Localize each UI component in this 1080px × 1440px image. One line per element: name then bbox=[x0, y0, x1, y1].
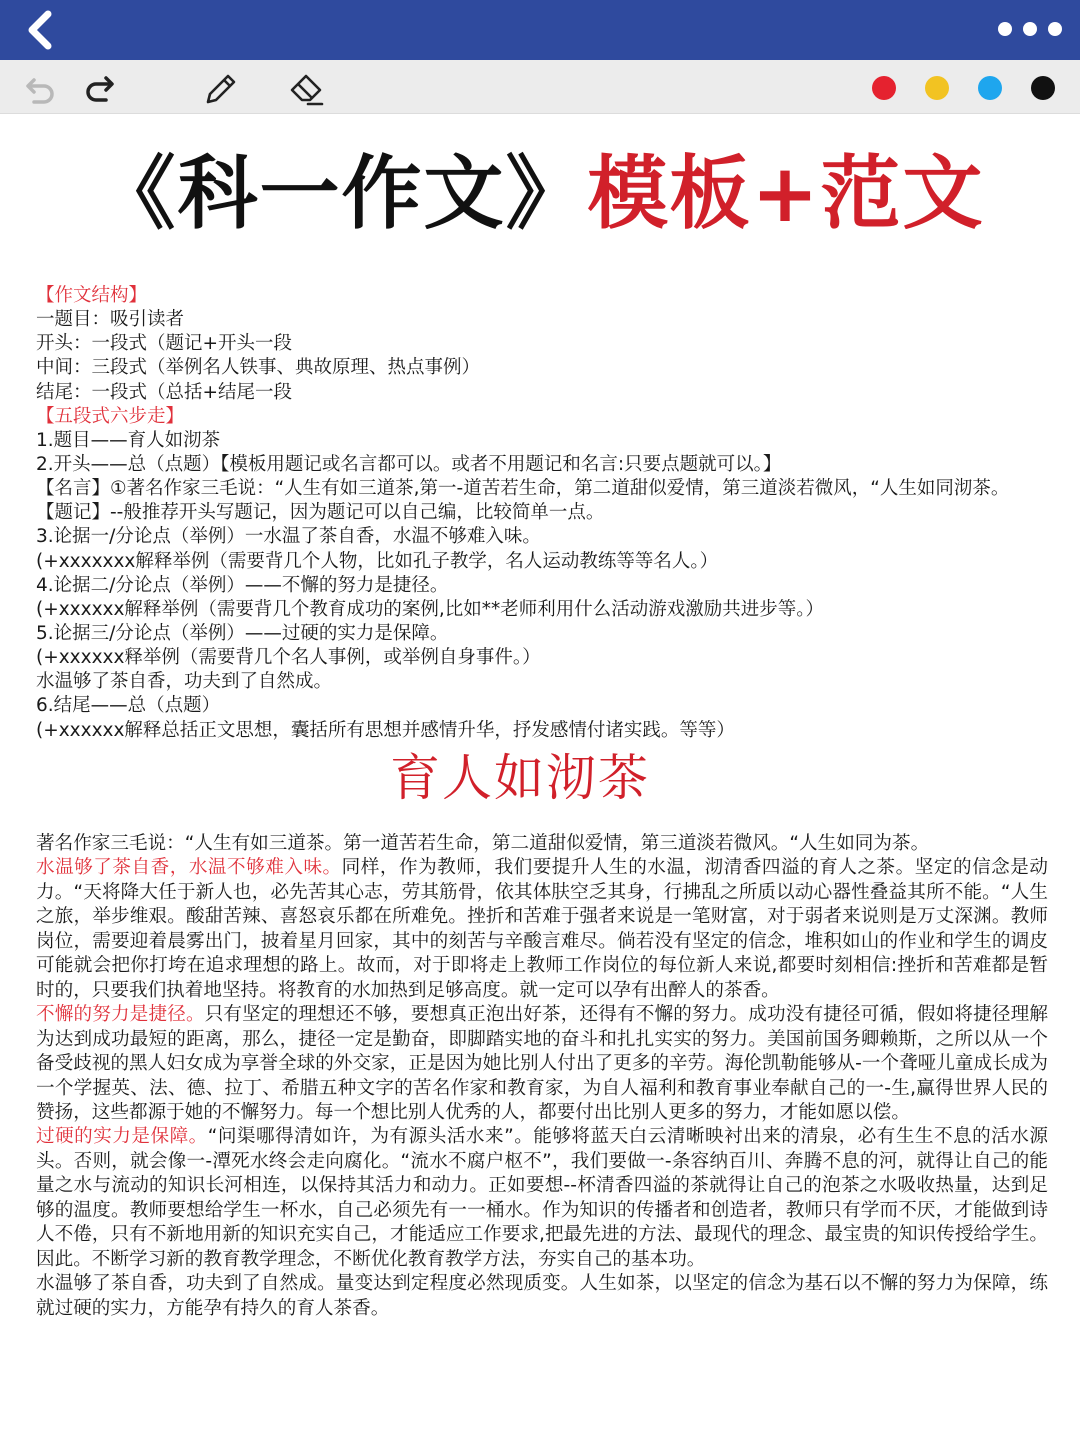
outline-section bbox=[36, 284, 1076, 743]
eraser-icon bbox=[286, 68, 326, 108]
essay-paragraph bbox=[36, 1272, 1048, 1321]
outline-line: 水温够了茶自香，功夫到了自然成。 bbox=[36, 671, 333, 693]
color-swatch-yellow[interactable] bbox=[925, 76, 949, 100]
more-dots-icon bbox=[1048, 22, 1062, 36]
back-button[interactable] bbox=[18, 8, 62, 52]
essay-paragraph bbox=[36, 832, 1048, 856]
outline-line: (+xxxxxx释举例（需要背几个名人事例，或举例自身事件。） bbox=[36, 647, 541, 669]
paragraph-text: 只有坚定的理想还不够，要想真正泡出好茶，还得有不懈的努力。成功没有捷径可循，假如将捷径理解为达到成功最短的距离，那么，捷径一定是勤奋，即脚踏实地的奋斗和扎扎实实的努力。美国前国务卿赖斯，之所以从一个备受歧视的黑人妇女成为享誉全球的外交家，正是因为她比别人付出了更多的辛劳。海伦凯勒能够从-一个聋哑儿童成长成为一个学握英、法、德、拉丁、希腊五种文字的苦名作家和教育家，为自人福利和教育事业奉献自己的一-生,赢得世界人民的赞扬，这些都源于她的不懈努力。每一个想比别人优秀的人，都要付出比别人更多的努力，才能如愿以偿。 bbox=[36, 1004, 1048, 1123]
outline-line: 4.论据二/分论点（举例）——不懈的努力是捷径。 bbox=[36, 574, 449, 596]
pencil-icon bbox=[200, 68, 240, 108]
paragraph-lead: 不懈的努力是捷径。 bbox=[36, 1004, 205, 1026]
outline-line: (+xxxxxxx解释举例（需要背几个人物，比如孔子教学，名人运动教练等等名人。） bbox=[36, 550, 719, 572]
outline-line: 5.论据三/分论点（举例）——过硬的实力是保障。 bbox=[36, 622, 449, 644]
color-swatch-black[interactable] bbox=[1031, 76, 1055, 100]
essay-body bbox=[36, 832, 1048, 1321]
outline-line: 中间：三段式（举例名人铁事、典故原理、热点事例） bbox=[36, 357, 481, 379]
outline-line: 【名言】①著名作家三毛说：“人生有如三道茶,第一-道苦若生命，第二道甜似爱情，第三道淡若微风，“人生如同沏茶。 bbox=[36, 478, 1010, 500]
redo-button[interactable] bbox=[80, 68, 120, 108]
page-title bbox=[0, 148, 1080, 240]
paragraph-text: 同样，作为教师，我们要提升人生的水温，沏清香四溢的育人之茶。坚定的信念是动力。“天将降大任于新人也，必先苦其心志，劳其筋骨，依其体肤空乏其身，行拂乱之所质以动心器性叠益其所不能。“人生之旅，举步维艰。酸甜苦辣、喜怒哀乐都在所难免。挫折和苦难于强者来说是一笔财富，对于弱者来说则是万丈深渊。教师岗位，需要迎着晨雾出门，披着星月回家，其中的刻苦与辛酸言难尽。倘若没有坚定的信念，堆积如山的作业和学生的调皮可能就会把你打垮在追求理想的路上。故而，对于即将走上教师工作岗位的每位新人来说,都要时刻相信:挫折和苦难都是暂时的，只要我们执着地坚持。将教育的水加热到足够高度。就一定可以孕有出醉人的茶香。 bbox=[36, 857, 1048, 1001]
outline-line: 3.论据一/分论点（举例）一水温了茶自香，水温不够难入味。 bbox=[36, 526, 541, 548]
essay-title: 育人如沏茶 bbox=[390, 749, 650, 807]
title-part-red: 模板+范文 bbox=[587, 147, 985, 240]
essay-paragraph bbox=[36, 1003, 1048, 1125]
paragraph-text: “问渠哪得清如许，为有源头活水来”。能够将蓝天白云清晰映衬出来的清泉，必有生生不息的活水源头。否则，就会像一-潭死水终会走向腐化。“流水不腐户枢不”，我们要做一-条容纳百川、奔腾不息的河，就得让自己的能量之水与流动的知识长河相连，以保持其活力和动力。正如要想--杯清香四溢的茶就得让自己的泡茶之水吸收热量，达到足够的温度。教师要想给学生一杯水，自己必须先有一一桶水。作为知识的传播者和创造者，教师只有学而不厌，才能做到诗人不倦，只有不新地用新的知识充实自己，才能适应工作要求,把最先进的方法、最现代的理念、最宝贵的知识传授给学生。因此。不断学习新的教育教学理念，不断优化教育教学方法，夯实自己的基本功。 bbox=[36, 1126, 1048, 1270]
color-swatch-blue[interactable] bbox=[978, 76, 1002, 100]
more-options-button[interactable] bbox=[998, 14, 1062, 44]
outline-line: 开头：一段式（题记+开头一段 bbox=[36, 333, 293, 355]
outline-line: 6.结尾——总（点题） bbox=[36, 695, 221, 717]
undo-icon bbox=[20, 68, 60, 108]
color-swatch-red[interactable] bbox=[872, 76, 896, 100]
paragraph-text: 著名作家三毛说：“人生有如三道茶。第一道苦若生命，第二道甜似爱情，第三道淡若微风。“人生如同为茶。 bbox=[36, 833, 930, 854]
paragraph-lead: 过硬的实力是保障。 bbox=[36, 1126, 208, 1148]
pen-tool-button[interactable] bbox=[200, 68, 240, 108]
outline-line: 1.题目——育人如沏茶 bbox=[36, 429, 221, 451]
more-dots-icon bbox=[1023, 22, 1037, 36]
drawing-toolbar bbox=[0, 60, 1080, 114]
essay-paragraph bbox=[36, 1125, 1048, 1272]
chevron-left-icon bbox=[18, 8, 62, 52]
paragraph-lead: 水温够了茶自香，水温不够难入味。 bbox=[36, 857, 342, 879]
undo-button[interactable] bbox=[20, 68, 60, 108]
top-navigation-bar bbox=[0, 0, 1080, 60]
eraser-tool-button[interactable] bbox=[286, 68, 326, 108]
redo-icon bbox=[80, 68, 120, 108]
outline-line: 一题目：吸引读者 bbox=[36, 309, 185, 331]
outline-line: (+xxxxxx解释举例（需要背几个教育成功的案例,比如**老师利用什么活动游戏激励共进步等。） bbox=[36, 598, 825, 620]
outline-line: 【题记】--般推荐开头写题记，因为题记可以自己编，比较简单一点。 bbox=[36, 502, 605, 524]
outline-line: 2.开头——总（点题）【模板用题记或名言都可以。或者不用题记和名言:只要点题就可以。】 bbox=[36, 453, 782, 475]
outline-line: (+xxxxxx解释总括正文思想，囊括所有思想并感情升华，抒发感情付诸实践。等等） bbox=[36, 719, 735, 741]
more-dots-icon bbox=[998, 22, 1012, 36]
outline-line: 【五段式六步走】 bbox=[36, 405, 185, 427]
paragraph-text: 水温够了茶自香，功夫到了自然成。量变达到定程度必然现质变。人生如茶，以坚定的信念为基石以不懈的努力为保障，练就过硬的实力，方能孕有持久的育人茶香。 bbox=[36, 1273, 1048, 1319]
title-part-black: 《科一作文》 bbox=[95, 147, 588, 240]
essay-paragraph bbox=[36, 856, 1048, 1003]
outline-line: 结尾：一段式（总括+结尾一段 bbox=[36, 381, 293, 403]
outline-line: 【作文结构】 bbox=[36, 285, 148, 306]
